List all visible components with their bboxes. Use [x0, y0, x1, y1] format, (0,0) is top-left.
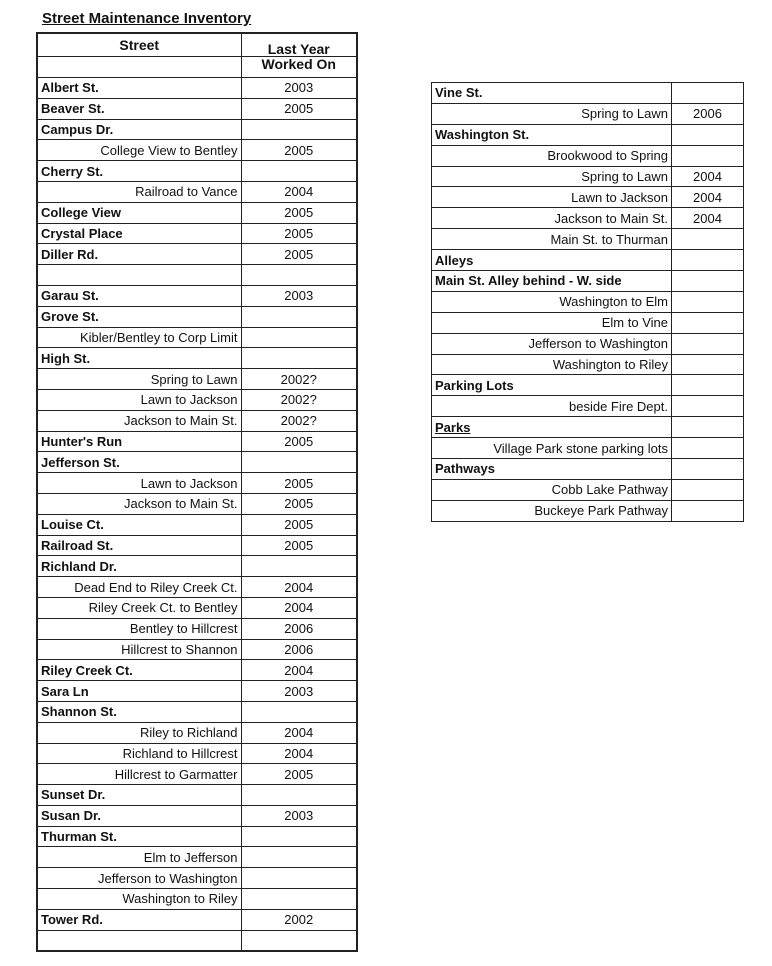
street-cell — [432, 103, 672, 124]
street-cell — [432, 333, 672, 354]
table-row — [432, 291, 744, 312]
table-row — [37, 140, 357, 161]
street-name: Cobb Lake Pathway — [551, 482, 668, 498]
year-cell — [672, 375, 744, 396]
table-row — [37, 223, 357, 244]
year-cell: 2004 — [241, 597, 357, 618]
table-row — [432, 83, 744, 104]
table-row — [432, 438, 744, 459]
street-cell — [37, 909, 241, 930]
table-row — [37, 348, 357, 369]
street-cell — [37, 181, 241, 202]
street-cell — [37, 202, 241, 223]
table-row — [432, 250, 744, 271]
table-row — [37, 889, 357, 910]
table-row — [37, 743, 357, 764]
table-row — [432, 417, 744, 438]
street-cell — [37, 140, 241, 161]
street-cell — [432, 459, 672, 480]
year-cell — [672, 479, 744, 500]
table-row — [37, 431, 357, 452]
table-row — [37, 577, 357, 598]
street-cell — [37, 535, 241, 556]
street-cell — [37, 618, 241, 639]
street-cell — [37, 826, 241, 847]
year-cell — [241, 452, 357, 473]
table-row — [37, 805, 357, 826]
year-cell — [241, 161, 357, 182]
year-cell: 2002? — [241, 369, 357, 390]
table-row — [432, 271, 744, 292]
year-cell: 2004 — [672, 166, 744, 187]
street-name: Riley to Richland — [139, 725, 238, 741]
street-name: Jackson to Main St. — [124, 496, 238, 512]
year-cell — [672, 291, 744, 312]
street-name: Kibler/Bentley to Corp Limit — [79, 329, 238, 345]
year-cell: 2006 — [241, 639, 357, 660]
table-row — [37, 161, 357, 182]
street-cell — [37, 722, 241, 743]
table-row — [37, 327, 357, 348]
table-header-row — [37, 33, 357, 57]
street-name: Crystal Place — [41, 225, 123, 241]
street-column-header-blank — [37, 57, 241, 78]
year-cell: 2005 — [241, 98, 357, 119]
street-cell — [37, 119, 241, 140]
year-cell — [241, 868, 357, 889]
street-cell — [37, 431, 241, 452]
table-row — [37, 826, 357, 847]
street-cell — [432, 479, 672, 500]
year-cell — [672, 312, 744, 333]
street-name: Washington to Riley — [122, 891, 238, 907]
street-cell — [37, 743, 241, 764]
street-name: Spring to Lawn — [581, 169, 668, 184]
year-cell — [672, 459, 744, 480]
table-row — [37, 514, 357, 535]
table-row — [432, 208, 744, 229]
street-cell — [432, 312, 672, 333]
street-name: Hunter's Run — [41, 433, 123, 449]
street-name: Campus Dr. — [41, 121, 114, 137]
table-row — [37, 847, 357, 868]
street-name: Garau St. — [41, 288, 99, 304]
table-row — [37, 410, 357, 431]
table-row — [37, 452, 357, 473]
street-cell — [37, 389, 241, 410]
street-cell — [432, 271, 672, 292]
year-cell: 2004 — [241, 743, 357, 764]
table-row — [37, 701, 357, 722]
table-row — [37, 473, 357, 494]
year-cell — [672, 271, 744, 292]
right-inventory-table — [431, 82, 744, 522]
table-row — [432, 500, 744, 521]
table-row — [432, 103, 744, 124]
year-cell: 2003 — [241, 681, 357, 702]
table-row — [37, 785, 357, 806]
street-cell — [37, 244, 241, 265]
year-cell: 2004 — [241, 577, 357, 598]
year-cell — [241, 847, 357, 868]
year-cell — [672, 417, 744, 438]
table-row — [37, 535, 357, 556]
year-cell: 2006 — [672, 103, 744, 124]
table-row — [37, 244, 357, 265]
street-cell — [432, 500, 672, 521]
street-name: Village Park stone parking lots — [493, 440, 668, 456]
street-name: beside Fire Dept. — [569, 398, 668, 414]
year-cell — [241, 556, 357, 577]
year-cell: 2005 — [241, 535, 357, 556]
table-row — [37, 285, 357, 306]
street-cell — [37, 410, 241, 431]
street-cell — [37, 889, 241, 910]
street-name: Buckeye Park Pathway — [534, 503, 668, 519]
table-row — [432, 312, 744, 333]
street-name: Elm to Jefferson — [143, 849, 238, 865]
left-table-body — [37, 78, 357, 952]
year-cell: 2004 — [241, 660, 357, 681]
year-cell — [672, 145, 744, 166]
street-cell — [37, 493, 241, 514]
year-cell: 2005 — [241, 764, 357, 785]
street-name: Washington St. — [435, 127, 530, 143]
year-cell — [241, 826, 357, 847]
street-cell — [37, 98, 241, 119]
table-row — [37, 618, 357, 639]
year-cell — [672, 83, 744, 104]
street-cell — [432, 354, 672, 375]
year-cell: 2004 — [241, 181, 357, 202]
street-cell — [37, 285, 241, 306]
street-cell — [37, 764, 241, 785]
street-name: Diller Rd. — [41, 246, 99, 262]
table-row — [37, 98, 357, 119]
table-row — [432, 229, 744, 250]
street-name: Riley Creek Ct. — [41, 662, 133, 678]
street-name: Washington to Elm — [559, 294, 668, 310]
year-cell — [241, 265, 357, 286]
street-cell — [37, 701, 241, 722]
street-name: Richland Dr. — [41, 558, 117, 574]
street-cell — [432, 124, 672, 145]
street-name: Railroad St. — [41, 537, 114, 553]
street-name: College View to Bentley — [100, 142, 238, 158]
street-name: High St. — [41, 350, 91, 366]
right-table-body — [432, 83, 744, 522]
street-cell — [432, 187, 672, 208]
year-cell: 2005 — [241, 244, 357, 265]
street-name: Main St. Alley behind - W. side — [435, 273, 622, 289]
table-row — [432, 333, 744, 354]
table-row — [37, 493, 357, 514]
table-row — [37, 681, 357, 702]
street-cell — [37, 161, 241, 182]
table-row — [432, 145, 744, 166]
table-row — [37, 265, 357, 286]
year-cell — [241, 701, 357, 722]
table-row — [432, 479, 744, 500]
street-cell — [37, 805, 241, 826]
year-cell: 2006 — [241, 618, 357, 639]
year-cell — [672, 333, 744, 354]
year-cell: 2003 — [241, 285, 357, 306]
street-cell — [37, 223, 241, 244]
street-name: Spring to Lawn — [581, 106, 668, 122]
table-row — [37, 639, 357, 660]
table-row — [37, 556, 357, 577]
year-cell: 2002 — [241, 909, 357, 930]
street-name: Lawn to Jackson — [140, 392, 238, 408]
year-cell: 2002? — [241, 410, 357, 431]
last-year-column-header-line2: Worked On — [241, 57, 357, 78]
street-cell — [37, 369, 241, 390]
street-column-header: Street — [37, 33, 241, 57]
street-cell — [37, 556, 241, 577]
street-cell — [37, 327, 241, 348]
street-name: Jackson to Main St. — [554, 210, 668, 226]
street-cell — [432, 250, 672, 271]
street-cell — [37, 473, 241, 494]
street-name: Beaver St. — [41, 101, 105, 117]
street-name: Jackson to Main St. — [124, 413, 238, 429]
year-cell — [241, 348, 357, 369]
year-cell — [241, 306, 357, 327]
street-name: Dead End to Riley Creek Ct. — [74, 579, 238, 595]
street-name: Railroad to Vance — [135, 184, 238, 200]
year-cell: 2005 — [241, 202, 357, 223]
street-name: Lawn to Jackson — [571, 189, 668, 205]
table-row — [37, 660, 357, 681]
year-cell — [241, 785, 357, 806]
street-name: Shannon St. — [41, 704, 117, 720]
street-name: Sunset Dr. — [41, 787, 106, 803]
table-row — [37, 202, 357, 223]
table-row — [432, 166, 744, 187]
street-name: Elm to Vine — [601, 315, 668, 331]
street-cell — [432, 208, 672, 229]
last-year-column-header-line1: Last Year — [241, 33, 357, 57]
year-cell: 2005 — [241, 514, 357, 535]
street-name: Riley Creek Ct. to Bentley — [88, 600, 238, 616]
year-cell: 2004 — [672, 187, 744, 208]
table-row — [37, 909, 357, 930]
street-name: Susan Dr. — [41, 808, 101, 824]
table-row — [37, 119, 357, 140]
street-cell — [37, 847, 241, 868]
street-cell — [432, 438, 672, 459]
street-cell — [37, 577, 241, 598]
street-cell — [37, 514, 241, 535]
street-name: Vine St. — [435, 85, 483, 101]
year-cell — [672, 124, 744, 145]
year-cell — [672, 229, 744, 250]
table-row — [37, 722, 357, 743]
street-name: Main St. to Thurman — [550, 231, 668, 247]
street-name: Grove St. — [41, 309, 99, 325]
table-row — [37, 930, 357, 951]
street-cell — [37, 785, 241, 806]
year-cell: 2005 — [241, 431, 357, 452]
table-row — [37, 597, 357, 618]
street-name: Thurman St. — [41, 829, 117, 845]
year-cell: 2005 — [241, 493, 357, 514]
table-row — [37, 764, 357, 785]
year-cell — [241, 930, 357, 951]
year-cell: 2005 — [241, 140, 357, 161]
street-name: Jefferson St. — [41, 454, 120, 470]
street-name: Alleys — [435, 252, 474, 268]
table-row — [37, 369, 357, 390]
year-cell — [672, 396, 744, 417]
street-name: Jefferson to Washington — [98, 870, 238, 886]
street-name: Albert St. — [41, 80, 99, 96]
street-cell — [37, 306, 241, 327]
street-name: Bentley to Hillcrest — [129, 621, 238, 637]
year-cell: 2002? — [241, 389, 357, 410]
street-cell — [432, 145, 672, 166]
street-name: Parking Lots — [435, 377, 514, 393]
year-cell — [672, 250, 744, 271]
street-cell — [432, 417, 672, 438]
year-cell — [672, 438, 744, 459]
street-name: Sara Ln — [41, 683, 89, 699]
table-row — [37, 78, 357, 99]
street-name: Brookwood to Spring — [547, 148, 668, 164]
year-cell: 2005 — [241, 223, 357, 244]
street-name: Louise Ct. — [41, 517, 104, 533]
table-row — [432, 354, 744, 375]
left-inventory-table — [36, 32, 358, 952]
year-cell — [672, 354, 744, 375]
street-cell — [432, 396, 672, 417]
street-name: Lawn to Jackson — [140, 475, 238, 491]
street-name: Parks — [435, 419, 471, 435]
street-name: Hillcrest to Shannon — [121, 641, 238, 657]
table-row — [37, 306, 357, 327]
year-cell: 2005 — [241, 473, 357, 494]
street-cell — [432, 83, 672, 104]
street-name: Spring to Lawn — [150, 371, 238, 387]
street-cell — [37, 265, 241, 286]
street-cell — [432, 166, 672, 187]
street-name: Tower Rd. — [41, 912, 103, 928]
table-row — [37, 868, 357, 889]
table-row — [37, 389, 357, 410]
table-row — [432, 375, 744, 396]
street-cell — [432, 291, 672, 312]
street-name: College View — [41, 205, 121, 221]
year-cell: 2004 — [241, 722, 357, 743]
street-cell — [432, 375, 672, 396]
street-cell — [37, 868, 241, 889]
table-row — [432, 459, 744, 480]
street-cell — [432, 229, 672, 250]
year-cell — [672, 500, 744, 521]
street-name: Cherry St. — [41, 163, 104, 179]
table-row — [432, 124, 744, 145]
year-cell: 2003 — [241, 805, 357, 826]
year-cell — [241, 889, 357, 910]
table-row — [432, 396, 744, 417]
street-cell — [37, 930, 241, 951]
year-cell — [241, 119, 357, 140]
street-cell — [37, 348, 241, 369]
street-cell — [37, 78, 241, 99]
year-cell — [241, 327, 357, 348]
table-row — [37, 181, 357, 202]
street-name: Jefferson to Washington — [528, 336, 668, 352]
page-title: Street Maintenance Inventory — [42, 10, 252, 27]
street-cell — [37, 639, 241, 660]
street-name: Pathways — [435, 461, 495, 477]
street-cell — [37, 681, 241, 702]
year-cell: 2003 — [241, 78, 357, 99]
table-header-row-2 — [37, 57, 357, 78]
street-cell — [37, 660, 241, 681]
street-name: Richland to Hillcrest — [122, 745, 238, 761]
table-row — [432, 187, 744, 208]
street-cell — [37, 452, 241, 473]
street-name: Hillcrest to Garmatter — [114, 766, 238, 782]
year-cell: 2004 — [672, 208, 744, 229]
street-cell — [37, 597, 241, 618]
street-name: Washington to Riley — [552, 357, 668, 373]
